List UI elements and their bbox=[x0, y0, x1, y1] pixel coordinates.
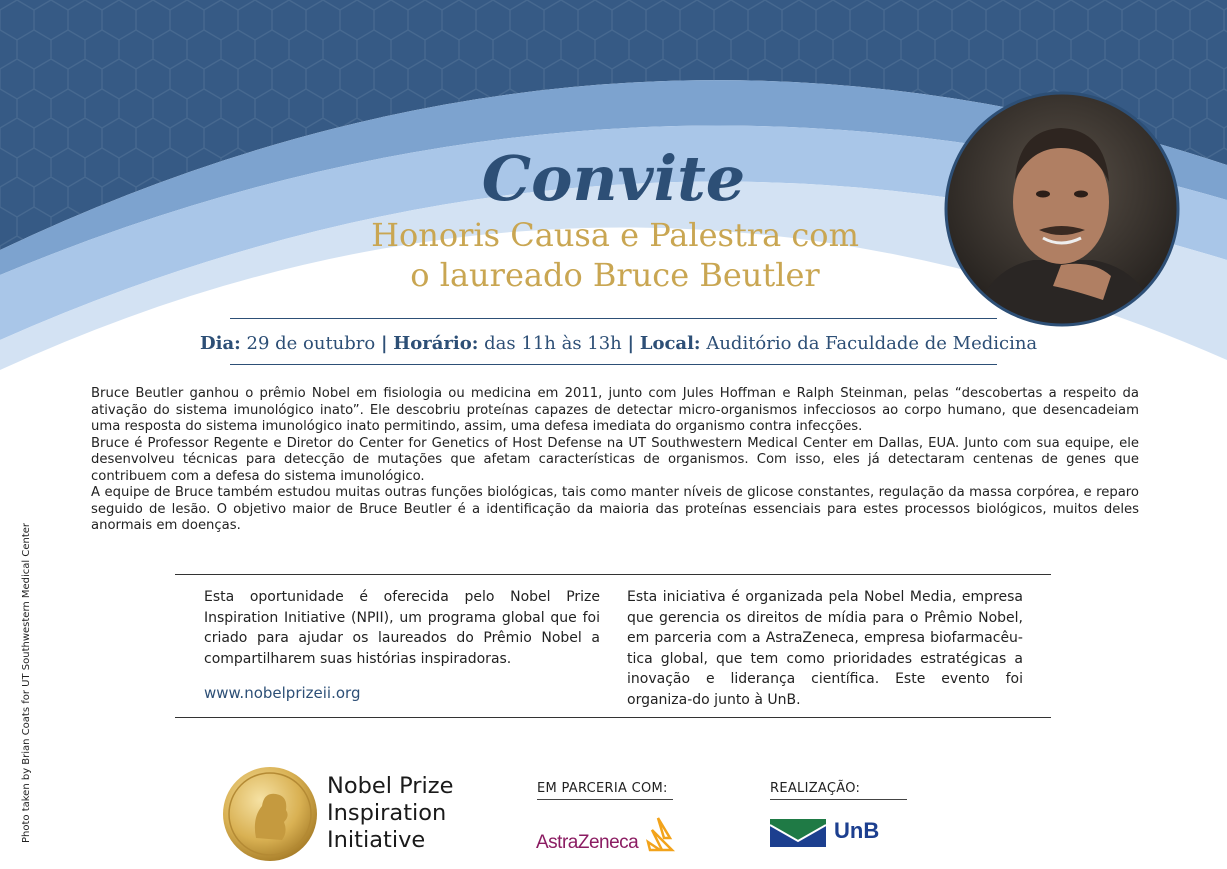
location-label: Local: bbox=[639, 333, 701, 354]
astrazeneca-logo bbox=[536, 816, 676, 856]
organizer-label-rule bbox=[770, 799, 907, 800]
astrazeneca-symbol-icon bbox=[644, 816, 676, 852]
subtitle-line-1: Honoris Causa e Palestra com bbox=[371, 216, 859, 254]
organizer-label: REALIZAÇÃO: bbox=[770, 781, 861, 796]
organizer-description: Esta iniciativa é organizada pela Nobel Media, empresa que gerencia os direitos de mídia para o Prêmio Nobel, em parceria com a AstraZeneca, empresa biofarmacêu-tica global, que tem como prioridades estratégicas a inovação e liderança científica. Este evento foi organiza-do junto à UnB. bbox=[627, 589, 1023, 708]
subtitle-line-2: o laureado Bruce Beutler bbox=[410, 256, 820, 294]
separator: | bbox=[380, 333, 388, 354]
separator: | bbox=[627, 333, 635, 354]
info-box-top-rule bbox=[175, 574, 1051, 575]
event-time: das 11h às 13h bbox=[484, 333, 622, 354]
invitation-title: Convite bbox=[481, 142, 746, 215]
event-date: 29 de outubro bbox=[246, 333, 376, 354]
partner-label-rule bbox=[537, 799, 673, 800]
unb-logo bbox=[770, 816, 882, 850]
date-label: Dia: bbox=[200, 333, 241, 354]
npii-description: Esta oportunidade é oferecida pelo Nobel Prize Inspiration Initiative (NPII), um programa global que foi criado para ajudar os laureados do Prêmio Nobel a compartilharem suas histórias inspiradoras. bbox=[204, 589, 600, 667]
npii-wordmark bbox=[327, 773, 453, 854]
invitation-subtitle bbox=[330, 215, 900, 295]
npii-line-1: Nobel Prize bbox=[327, 773, 454, 799]
divider-top bbox=[230, 318, 997, 319]
event-details bbox=[200, 333, 1038, 354]
npii-line-2: Inspiration bbox=[327, 800, 447, 826]
nobel-medal-icon bbox=[222, 766, 318, 862]
event-location: Auditório da Faculdade de Medicina bbox=[706, 333, 1038, 354]
bio-paragraph-2: Bruce é Professor Regente e Diretor do Center for Genetics of Host Defense na UT Southwestern Medical Center em Dallas, EUA. Junto com sua equipe, ele desenvolveu técnicas para detecção de mutações que afetam características de organismos. Com isso, eles já detectaram centenas de genes que contribuem com a defesa do sistema imunológico. bbox=[91, 435, 1139, 484]
npii-line-3: Initiative bbox=[327, 827, 426, 853]
time-label: Horário: bbox=[393, 333, 479, 354]
divider-bottom bbox=[230, 364, 997, 365]
biography bbox=[91, 386, 1139, 535]
bio-paragraph-3: A equipe de Bruce também estudou muitas outras funções biológicas, tais como manter níveis de glicose constantes, regulação da massa corpórea, e reparo seguido de lesão. O objetivo maior de Bruce Beutler é a identificação da maioria das proteínas essenciais para estes processos biológicos, muitos deles anormais em doenças. bbox=[91, 485, 1139, 533]
info-box-bottom-rule bbox=[175, 717, 1051, 718]
laureate-portrait bbox=[943, 90, 1181, 328]
bio-paragraph-1: Bruce Beutler ganhou o prêmio Nobel em fisiologia ou medicina em 2011, junto com Jules Hoffman e Ralph Steinman, pelas “descobertas a respeito da ativação do sistema imunológico inato”. Ele descobriu proteínas capazes de detectar micro-organismos infecciosos ao corpo humano, que desencadeiam uma resposta do sistema imunológico inato permitindo, assim, uma defesa imediata do organismo contra infecções. bbox=[91, 386, 1139, 434]
unb-wordmark: UnB bbox=[834, 818, 880, 843]
npii-website-link[interactable]: www.nobelprizeii.org bbox=[204, 684, 361, 702]
unb-emblem-icon bbox=[770, 819, 826, 847]
partner-label: EM PARCERIA COM: bbox=[537, 781, 668, 796]
astrazeneca-wordmark: AstraZeneca bbox=[536, 832, 639, 853]
photo-credit: Photo taken by Brian Coats for UT Southwestern Medical Center bbox=[21, 522, 32, 843]
